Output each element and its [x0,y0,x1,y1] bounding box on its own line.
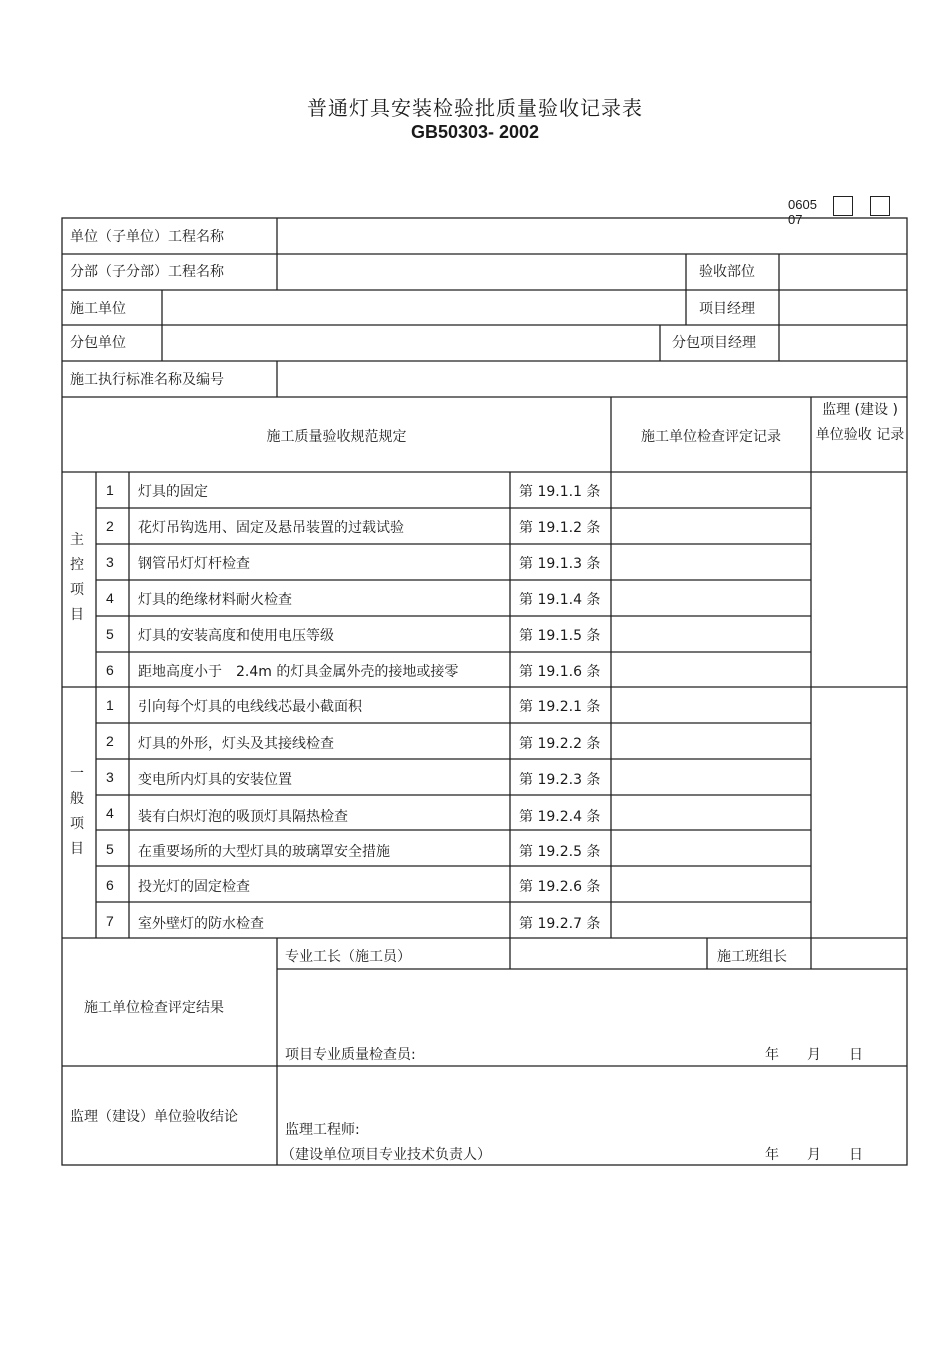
sub-project-manager-label: 分包项目经理 [672,335,756,351]
item-number: 2 [106,518,114,534]
item-number: 4 [106,590,114,606]
item-clause: 第 19.2.1 条 [519,699,601,715]
item-clause: 第 19.1.3 条 [519,556,601,572]
item-text: 钢管吊灯灯杆检查 [138,556,250,572]
project-manager-label: 项目经理 [699,301,755,317]
item-number: 4 [106,805,114,821]
item-number: 7 [106,913,114,929]
subcontractor-label: 分包单位 [70,335,126,351]
date-label: 年 月 日 [765,1047,863,1063]
form-code: 0605 07 [788,197,817,227]
item-number: 6 [106,662,114,678]
item-clause: 第 19.2.5 条 [519,844,601,860]
item-clause: 第 19.2.3 条 [519,772,601,788]
owner-tech-label: （建设单位项目专业技术负责人） [281,1147,491,1163]
item-number: 3 [106,554,114,570]
item-clause: 第 19.2.4 条 [519,809,601,825]
project-name-label: 单位（子单位）工程名称 [70,229,224,245]
item-text: 室外壁灯的防水检查 [138,916,264,932]
item-clause: 第 19.2.7 条 [519,916,601,932]
supervisor-engineer-label: 监理工程师: [285,1122,360,1138]
item-text: 引向每个灯具的电线线芯最小截面积 [138,699,362,715]
item-number: 6 [106,877,114,893]
item-number: 5 [106,626,114,642]
item-clause: 第 19.2.2 条 [519,736,601,752]
contractor-record-header: 施工单位检查评定记录 [641,429,781,445]
code-box-2[interactable] [870,196,890,216]
item-text: 投光灯的固定检查 [138,879,250,895]
general-items-label: 一般项目 [70,766,84,857]
team-leader-label: 施工班组长 [717,949,787,965]
standard-label: 施工执行标准名称及编号 [70,372,224,388]
standard-code: GB50303- 2002 [410,122,540,142]
item-number: 1 [106,697,114,713]
item-text: 灯具的绝缘材料耐火检查 [138,592,292,608]
item-clause: 第 19.2.6 条 [519,879,601,895]
item-clause: 第 19.1.2 条 [519,520,601,536]
item-text: 变电所内灯具的安装位置 [138,772,292,788]
supervisor-record-header: 监理 (建设 ) 单位验收 记录 [815,402,905,443]
date-label-2: 年 月 日 [765,1147,863,1163]
item-clause: 第 19.1.5 条 [519,628,601,644]
page-title: 普通灯具安装检验批质量验收记录表 [307,96,643,120]
spec-column-header: 施工质量验收规范规定 [266,429,407,445]
item-text: 灯具的固定 [138,484,208,500]
foreman-label: 专业工长（施工员） [285,949,411,965]
acceptance-part-label: 验收部位 [699,264,755,280]
item-clause: 第 19.1.4 条 [519,592,601,608]
item-text: 距地高度小于 2.4m 的灯具金属外壳的接地或接零 [138,664,459,680]
qc-inspector-label: 项目专业质量检查员: [285,1047,416,1063]
item-number: 5 [106,841,114,857]
supervisor-conclusion-label: 监理（建设）单位验收结论 [70,1109,238,1125]
code-box-1[interactable] [833,196,853,216]
item-text: 灯具的安装高度和使用电压等级 [138,628,334,644]
item-clause: 第 19.1.1 条 [519,484,601,500]
item-text: 在重要场所的大型灯具的玻璃罩安全措施 [138,844,390,860]
main-items-label: 主控项目 [70,532,84,623]
item-number: 3 [106,769,114,785]
item-text: 花灯吊钩选用、固定及悬吊装置的过载试验 [138,520,404,536]
item-clause: 第 19.1.6 条 [519,664,601,680]
subproject-label: 分部（子分部）工程名称 [70,264,224,280]
item-number: 2 [106,733,114,749]
contractor-result-label: 施工单位检查评定结果 [84,1000,224,1016]
item-text: 灯具的外形，灯头及其接线检查 [138,736,334,752]
item-text: 装有白炽灯泡的吸顶灯具隔热检查 [138,809,348,825]
item-number: 1 [106,482,114,498]
contractor-label: 施工单位 [70,301,126,317]
